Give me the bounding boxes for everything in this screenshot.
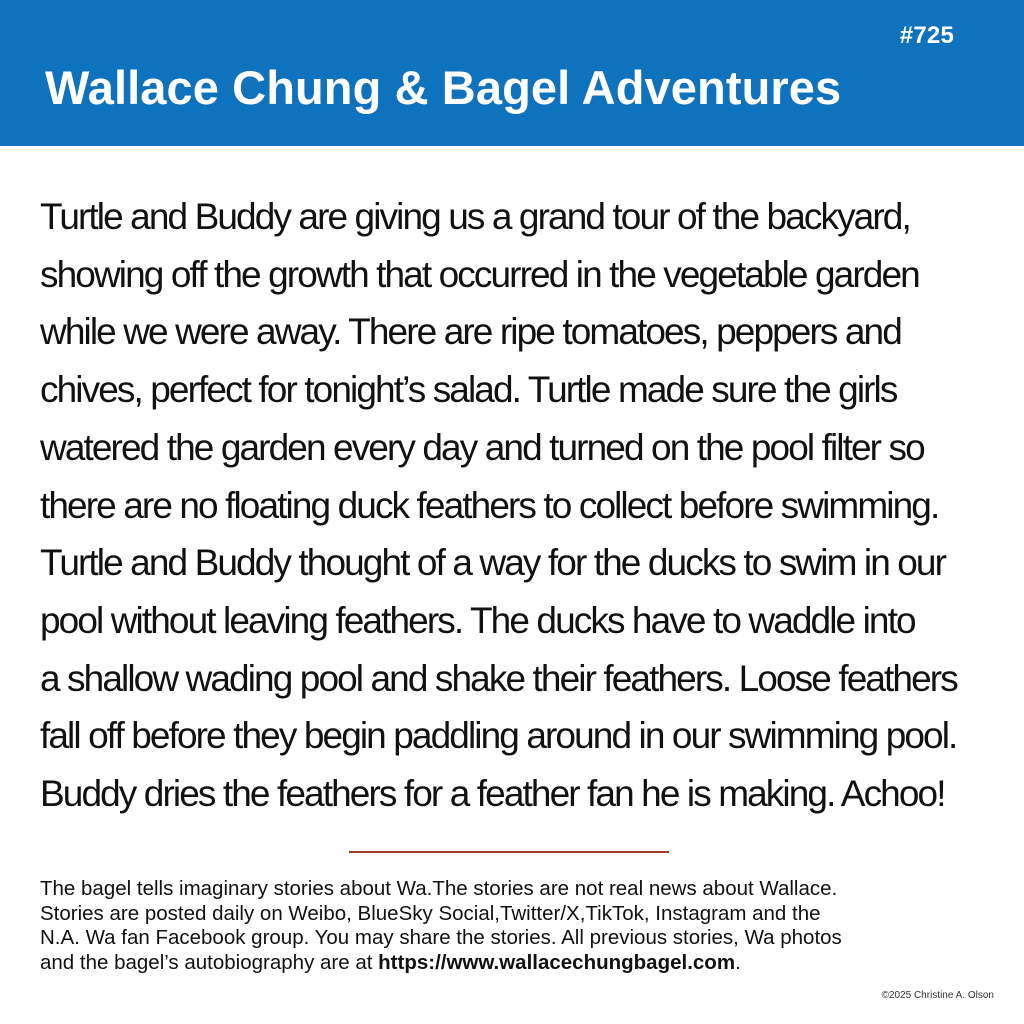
story-line: while we were away. There are ripe tomatoes, peppers and	[40, 311, 901, 353]
footer-line4-prefix: and the bagel’s autobiography are at	[40, 950, 379, 974]
page-title: Wallace Chung & Bagel Adventures	[45, 61, 842, 114]
footer-line4-suffix: .	[735, 950, 741, 974]
footer-line: Stories are posted daily on Weibo, BlueSky Social,Twitter/X,TikTok, Instagram and the	[40, 901, 821, 925]
story-line: watered the garden every day and turned on the pool filter so	[40, 426, 924, 468]
header-banner	[0, 0, 1024, 146]
footer-line: N.A. Wa fan Facebook group. You may share the stories. All previous stories, Wa photos	[40, 926, 842, 949]
story-line: showing off the growth that occurred in the vegetable garden	[40, 253, 919, 295]
story-line: fall off before they begin paddling around in our swimming pool.	[40, 715, 957, 757]
footer-notice	[40, 877, 1000, 975]
copyright-notice: ©2025 Christine A. Olson	[881, 990, 994, 1001]
story-line: pool without leaving feathers. The ducks have to waddle into	[40, 599, 915, 641]
footer-line-with-link	[40, 951, 1000, 976]
divider-line	[349, 851, 669, 853]
story-text	[40, 188, 1005, 823]
footer-line: The bagel tells imaginary stories about Wa.The stories are not real news about Wallace.	[40, 877, 838, 900]
story-line: Buddy dries the feathers for a feather fan he is making. Achoo!	[40, 773, 945, 815]
issue-number: #725	[899, 22, 954, 49]
story-line: a shallow wading pool and shake their feathers. Loose feathers	[40, 657, 957, 699]
website-link[interactable]: https://www.wallacechungbagel.com	[378, 950, 736, 974]
story-line: chives, perfect for tonight’s salad. Turtle made sure the girls	[40, 369, 897, 411]
story-line: Turtle and Buddy thought of a way for the ducks to swim in our	[40, 542, 946, 584]
story-line: Turtle and Buddy are giving us a grand tour of the backyard,	[40, 196, 910, 237]
story-line: there are no floating duck feathers to collect before swimming.	[40, 484, 939, 526]
